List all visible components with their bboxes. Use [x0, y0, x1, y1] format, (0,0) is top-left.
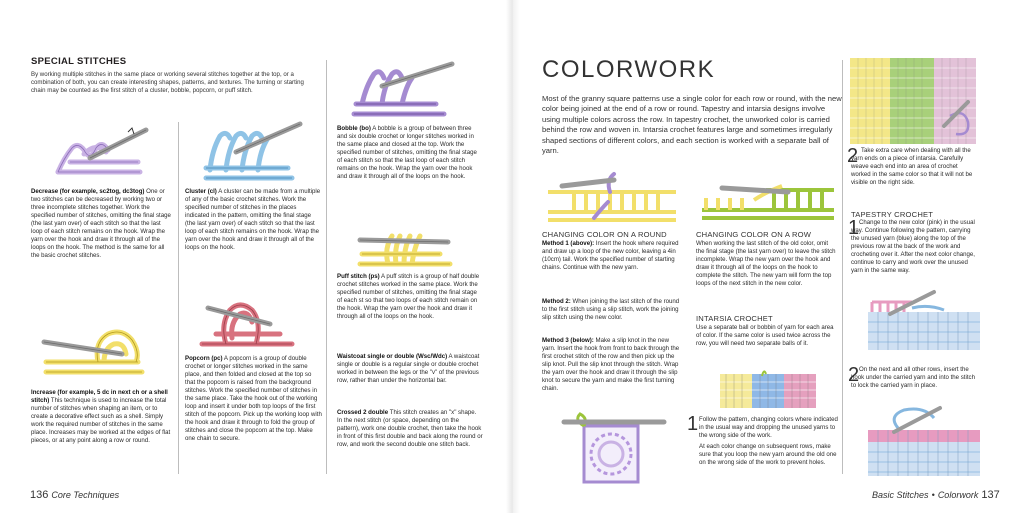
- intarsia-heading: INTARSIA CROCHET: [696, 314, 773, 323]
- bobble-title: Bobble (bo): [337, 125, 371, 132]
- method3-title: Method 3 (below):: [542, 337, 594, 344]
- method2-body: When joining the last stitch of the round to the first stitch using a slip stitch, work the joining slip stitch using the new color.: [542, 298, 680, 322]
- popcorn-text: [185, 355, 322, 444]
- bobble-illustration: [348, 58, 458, 120]
- colorwork-intro: Most of the granny square patterns use a single color for each row or round, with the new color being joined at the end of a row or round. Tapestry and intarsia designs involve using multiple colors across the row. In tapestry crochet, the unworked color is carried behind the row and woven in. Intarsia crochet features large and sometimes irregularly shaped sections of different colors, and each section is worked with a separate ball of yarn.: [542, 94, 842, 156]
- method1-title: Method 1 (above):: [542, 240, 595, 247]
- crossed-title: Crossed 2 double: [337, 409, 389, 416]
- decrease-title: Decrease (for example, sc2tog, dc3tog): [31, 188, 145, 195]
- waistcoat-body: A waistcoat single or double is a regular single or double crochet worked in between the legs or the "v" of the previous row, rather than under the horizontal bar.: [337, 353, 480, 385]
- left-page-number: 136: [30, 489, 49, 501]
- crossed-text: [337, 409, 483, 449]
- tapestry-step2-text: On the next and all other rows, insert the hook under the carried yarn and into the stitch to lock the carried yarn in place.: [851, 366, 975, 390]
- round-colorchange-illustration: [544, 168, 682, 226]
- decrease-text: [31, 188, 172, 260]
- increase-body: This technique is used to increase the total number of stitches when shaping an item, or to create a decorative effect such as a shell. Simply work the required number of stitches in the same place. Increases may be worked at the edges of flat pieces, or at any point along a row or round.: [31, 397, 171, 445]
- special-stitches-heading: SPECIAL STITCHES: [31, 56, 127, 67]
- cluster-text: [185, 188, 322, 252]
- tapestry-step1-number: 1: [848, 217, 860, 239]
- left-folio: [30, 489, 119, 501]
- decrease-body: One or two stitches can be decreased by working two or three incomplete stitches together. Work the specified number of stitches, omitting the final stage (the last yarn over) of each stitch so that the last loop of each stitch remains on the hook. Wrap the yarn over the hook and draw it through all of the loops on the hook. The method is the same for all the basic crochet stitches.: [31, 188, 171, 260]
- colorwork-heading: COLORWORK: [542, 56, 716, 83]
- puff-body: A puff stitch is a group of half double crochet stitches worked in the same place. Work the specified number of stitches, omitting the final stage of each st so that two loops of each stitch remain on the hook. Wrap the yarn over the hook and draw it through all of the loops on the hook.: [337, 273, 480, 321]
- increase-text: [31, 389, 172, 445]
- increase-title: Increase (for example, 5 dc in next ch or a shell stitch): [31, 389, 168, 405]
- cluster-illustration: [196, 120, 308, 182]
- waistcoat-title: Waistcoat single or double (Wsc/Wdc): [337, 353, 448, 360]
- intarsia-back-illustration: [850, 58, 976, 144]
- intarsia-step2-number: 2: [847, 145, 859, 167]
- cluster-title: Cluster (cl): [185, 188, 217, 195]
- bobble-text: [337, 125, 483, 181]
- cluster-body: A cluster can be made from a multiple of any of the basic crochet stitches. Work the specified number of stitches in the places indicated in the pattern, omitting the final stage (the last yarn over) of each stitch so that the last loop of each stitch remains on the hook. Wrap the yarn over the hook and draw it through all of the loops on the hook.: [185, 188, 321, 252]
- page-gutter: [506, 0, 520, 513]
- round-heading: CHANGING COLOR ON A ROUND: [542, 230, 667, 239]
- method2-text: [542, 298, 684, 322]
- intarsia-step1b-text: At each color change on subsequent rows, make sure that you loop the new yarn around the old one on the wrong side of the work to prevent holes.: [699, 443, 837, 467]
- popcorn-illustration: [196, 288, 308, 352]
- increase-illustration: [38, 318, 158, 380]
- special-stitches-intro: By working multiple stitches in the same place or working several stitches together at the top, or a combination of both, you can create interesting shapes, patterns, and textures. The turning or starting chain may be counted as the first stitch of a cluster, bobble, popcorn, or puff stitch.: [31, 71, 304, 95]
- method3-text: [542, 337, 684, 393]
- method3-body: Make a slip knot in the new yarn. Insert the hook from front to back through the first crochet stitch of the row and then pick up the slip knot. Pull the slip knot through the stitch. Wrap the yarn over the hook and draw it through the slip knot to secure the yarn and make the first turning chain.: [542, 337, 680, 393]
- puff-title: Puff stitch (ps): [337, 273, 380, 280]
- tapestry-illustration-2: [868, 404, 980, 476]
- left-section-name: Core Techniques: [51, 490, 120, 500]
- row-colorchange-illustration: [696, 166, 838, 226]
- puff-illustration: [354, 214, 464, 272]
- right-page-number: 137: [981, 489, 1000, 501]
- decrease-illustration: [50, 118, 160, 180]
- bobble-body: A bobble is a group of between three and six double crochet or longer stitches worked in the same place and closed at the top. Work the specified number of stitches, omitting the final stage of each stitch so that the last loop of each stitch remains on the hook. Wrap the yarn over the hook and draw it through all of the loops on the hook.: [337, 125, 477, 181]
- crossed-body: This stitch creates an "x" shape. In the next stitch (or space, depending on the pattern), work one double crochet, then take the hook in front of this first double and back along the round or row, and work the second double one stitch back.: [337, 409, 483, 449]
- method2-title: Method 2:: [542, 298, 571, 305]
- puff-text: [337, 273, 483, 321]
- intarsia-body: Use a separate ball or bobbin of yarn for each area of color. If the same color is used twice across the row, you will need two separate balls of it.: [696, 324, 834, 348]
- right-section-name-b: Colorwork: [937, 490, 979, 500]
- popcorn-body: A popcorn is a group of double crochet or longer stitches worked in the same place, and then folded and closed at the top so that the popcorn is raised from the background stitches. Work the specified number of stitches in the same place. Take the hook out of the working loop and insert it under both top loops of the first stitch of the popcorn. Pick up the working loop with the hook and draw it through to fold the group of stitches and close the popcorn at the top. Make one chain to secure.: [185, 355, 322, 443]
- method1-body: Insert the hook where required and draw up a loop of the new color, leaving a 4in (10cm) tail. Work the specified number of starting chains. Continue with the new yarn.: [542, 240, 679, 272]
- folio-bullet: •: [931, 490, 935, 500]
- tapestry-illustration-1: [868, 288, 980, 350]
- intarsia-step2-text: Take extra care when dealing with all the yarn ends on a piece of intarsia. Carefully weave each end into an area of crochet worked in the same color so that it will not be visible on the right side.: [851, 147, 973, 187]
- row-heading: CHANGING COLOR ON A ROW: [696, 230, 812, 239]
- tapestry-step2-number: 2: [848, 364, 860, 386]
- method3-illustration: [560, 412, 670, 490]
- intarsia-illustration: [718, 370, 818, 412]
- tapestry-step1-text: Change to the new color (pink) in the usual way. Continue following the pattern, carrying the unused yarn (blue) along the top of the previous row at the back of the work and crocheting over it. After the next color change, continue to carry and work over the unused yarn in the same way.: [851, 219, 975, 275]
- column-divider: [326, 60, 327, 474]
- right-section-name-a: Basic Stitches: [872, 490, 929, 500]
- row-body: When working the last stitch of the old color, omit the final stage (the last yarn over) to leave the stitch incomplete. Wrap the new yarn over the hook and draw it through all of the loops on the hook to complete the stitch. The new yarn will form the top loops of the next stitch in the new color.: [696, 240, 836, 288]
- tapestry-heading: TAPESTRY CROCHET: [851, 210, 934, 219]
- intarsia-step1-text: Follow the pattern, changing colors where indicated in the usual way and dropping the unused yarns to the wrong side of the work.: [699, 416, 838, 440]
- column-divider: [178, 122, 179, 474]
- method1-text: [542, 240, 684, 272]
- popcorn-title: Popcorn (pc): [185, 355, 223, 362]
- right-folio: [872, 489, 1000, 501]
- intarsia-step1-number: 1: [687, 413, 699, 435]
- column-divider: [842, 60, 843, 474]
- waistcoat-text: [337, 353, 483, 385]
